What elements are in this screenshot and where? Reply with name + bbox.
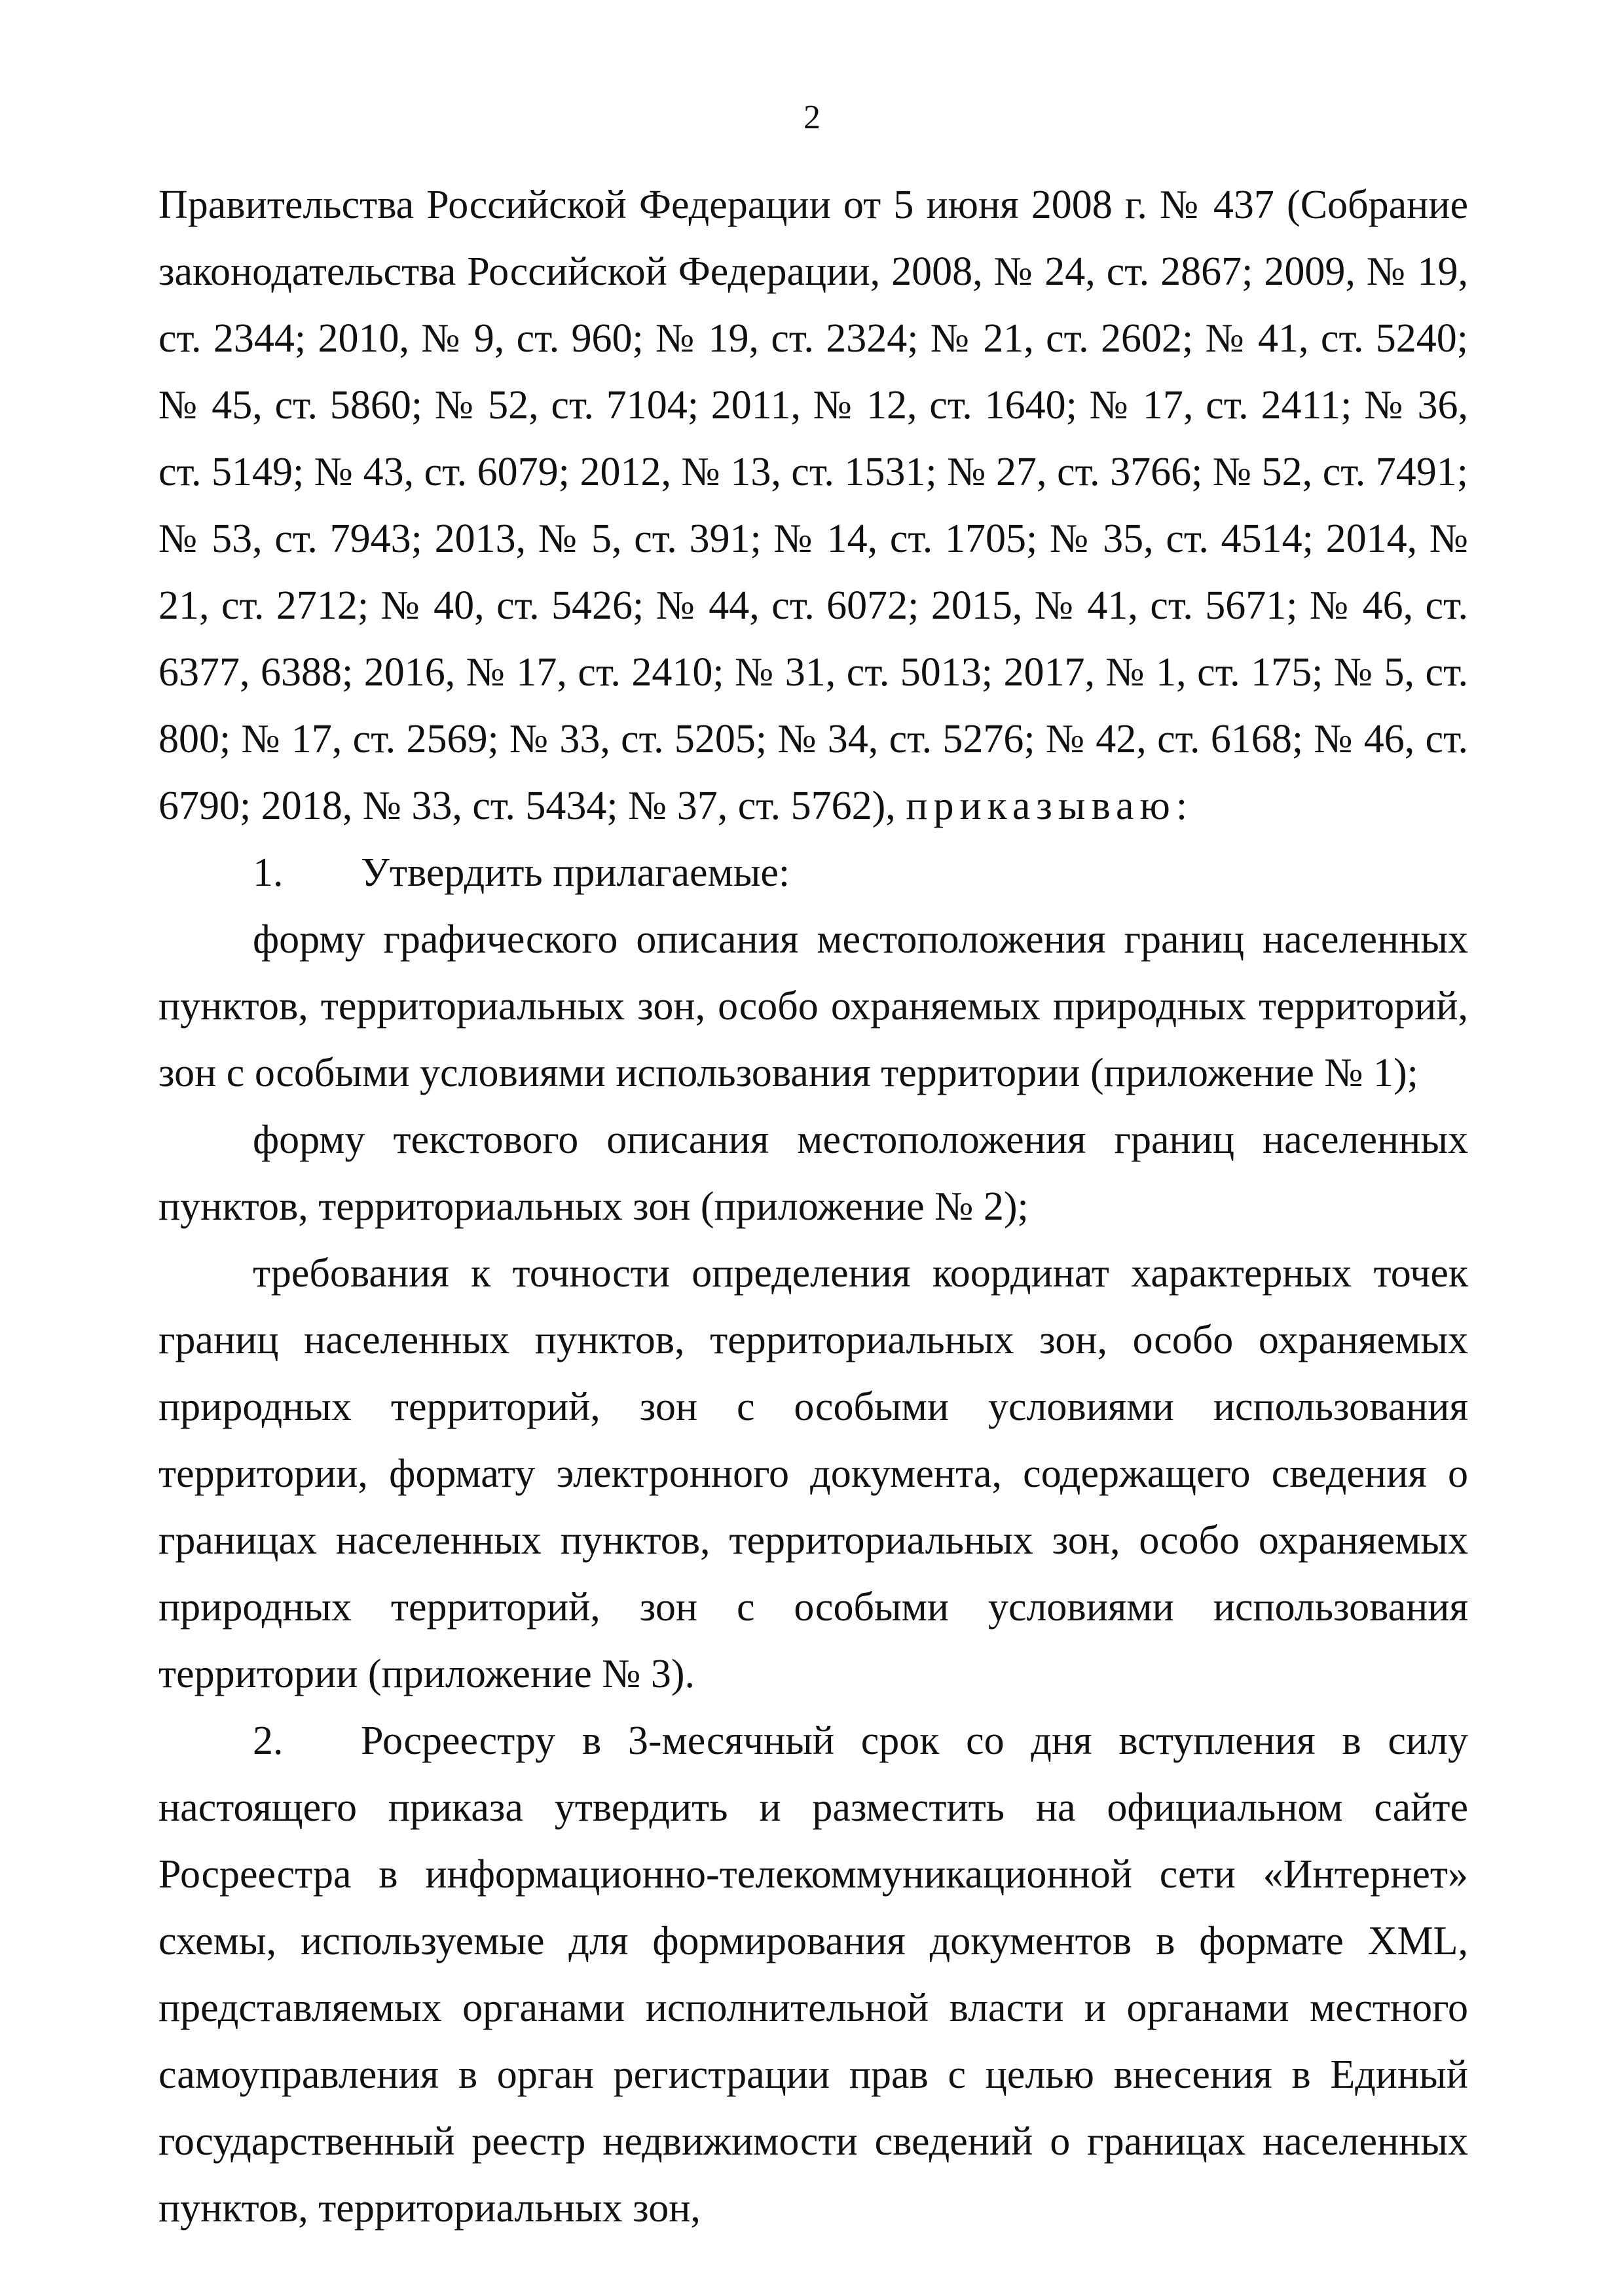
item-2-number: 2.	[253, 1719, 284, 1763]
document-body	[158, 172, 1468, 2242]
item-1-text: Утвердить прилагаемые:	[361, 850, 790, 895]
order-word: приказываю:	[906, 784, 1194, 828]
preamble-paragraph	[158, 172, 1468, 839]
item-1-subitem-3: требования к точности определения координат характерных точек границ населенных пунктов, территориальных зон, особо охраняемых природных территорий, зон с особыми условиями использования территории, формату электронного документа, содержащего сведения о границах населенных пунктов, территориальных зон, особо охраняемых природных территорий, зон с особыми условиями использования территории (приложение № 3).	[158, 1251, 1468, 1696]
item-1-number: 1.	[253, 850, 284, 895]
preamble-text: Правительства Российской Федерации от 5 июня 2008 г. № 437 (Собрание законодательства Российской Федерации, 2008, № 24, ст. 2867; 2009, № 19, ст. 2344; 2010, № 9, ст. 960; № 19, ст. 2324; № 21, ст. 2602; № 41, ст. 5240; № 45, ст. 5860; № 52, ст. 7104; 2011, № 12, ст. 1640; № 17, ст. 2411; № 36, ст. 5149; № 43, ст. 6079; 2012, № 13, ст. 1531; № 27, ст. 3766; № 52, ст. 7491; № 53, ст. 7943; 2013, № 5, ст. 391; № 14, ст. 1705; № 35, ст. 4514; 2014, № 21, ст. 2712; № 40, ст. 5426; № 44, ст. 6072; 2015, № 41, ст. 5671; № 46, ст. 6377, 6388; 2016, № 17, ст. 2410; № 31, ст. 5013; 2017, № 1, ст. 175; № 5, ст. 800; № 17, ст. 2569; № 33, ст. 5205; № 34, ст. 5276; № 42, ст. 6168; № 46, ст. 6790; 2018, № 33, ст. 5434; № 37, ст. 5762),	[158, 183, 1468, 828]
item-2-text: Росреестру в 3-месячный срок со дня вступления в силу настоящего приказа утвердить и разместить на официальном сайте Росреестра в информационно-телекоммуникационной сети «Интернет» схемы, используемые для формирования документов в формате XML, представляемых органами исполнительной власти и органами местного самоуправления в орган регистрации прав с целью внесения в Единый государственный реестр недвижимости сведений о границах населенных пунктов, территориальных зон,	[158, 1719, 1468, 2231]
page-number: 2	[803, 99, 821, 136]
item-2-paragraph	[158, 1707, 1468, 2242]
item-1-subitem-2: форму текстового описания местоположения границ населенных пунктов, территориальных зон (приложение № 2);	[158, 1118, 1468, 1229]
item-1-subitem-1: форму графического описания местоположения границ населенных пунктов, территориальных зон, особо охраняемых природных территорий, зон с особыми условиями использования территории (приложение № 1);	[158, 917, 1468, 1095]
item-1-paragraph	[158, 839, 1468, 906]
